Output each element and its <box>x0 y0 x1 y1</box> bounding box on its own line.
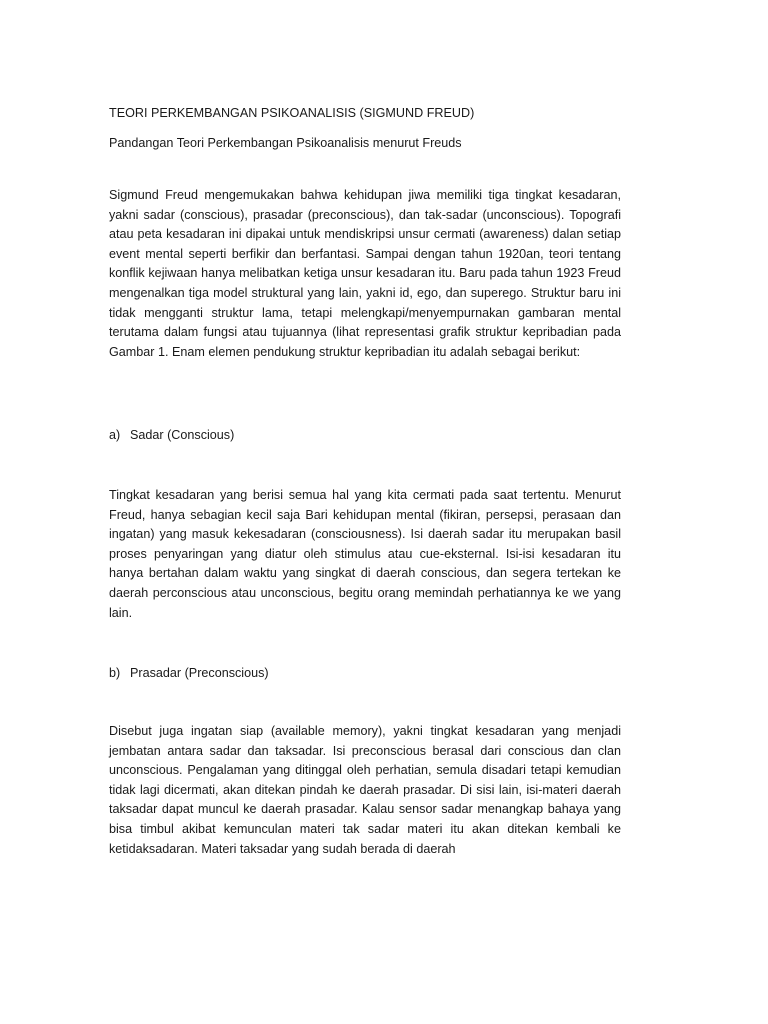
section-heading-prasadar <box>109 664 269 682</box>
intro-paragraph: Sigmund Freud mengemukakan bahwa kehidupan jiwa memiliki tiga tingkat kesadaran, yakni sadar (conscious), prasadar (preconscious), dan tak-sadar (unconscious). Topografi atau peta kesadaran ini dipakai untuk mendiskripsi unsur cermati (awareness) dalan setiap event mental seperti berfikir dan berfantasi. Sampai dengan tahun 1920an, teori tentang konflik kejiwaan hanya melibatkan ketiga unsur kesadaran itu. Baru pada tahun 1923 Freud mengenalkan tiga model struktural yang lain, yakni id, ego, dan superego. Struktur baru ini tidak mengganti struktur lama, tetapi melengkapi/menyempurnakan gambaran mental terutama dalam fungsi atau tujuannya (lihat representasi grafik struktur kepribadian pada Gambar 1. Enam elemen pendukung struktur kepribadian itu adalah sebagai berikut: <box>109 188 621 359</box>
section-marker: b) <box>109 666 121 680</box>
document-subtitle: Pandangan Teori Perkembangan Psikoanalisis menurut Freuds <box>109 136 462 150</box>
section-heading-sadar <box>109 426 234 444</box>
section-body-prasadar: Disebut juga ingatan siap (available memory), yakni tingkat kesadaran yang menjadi jembatan antara sadar dan taksadar. Isi preconscious berasal dari conscious dan clan unconscious. Pengalaman yang ditinggal oleh perhatian, semula disadari tetapi kemudian tidak lagi dicermati, akan ditekan pindah ke daerah prasadar. Di sisi lain, isi-materi daerah taksadar dapat muncul ke daerah prasadar. Kalau sensor sadar menangkap bahaya yang bisa timbul akibat kemunculan materi tak sadar materi itu akan ditekan kembali ke ketidaksadaran. Materi taksadar yang sudah berada di daerah <box>109 724 621 856</box>
section-marker: a) <box>109 428 121 442</box>
document-title: TEORI PERKEMBANGAN PSIKOANALISIS (SIGMUND FREUD) <box>109 106 475 120</box>
section-heading-label: Prasadar (Preconscious) <box>130 666 269 680</box>
section-heading-label: Sadar (Conscious) <box>130 428 235 442</box>
section-body-sadar: Tingkat kesadaran yang berisi semua hal yang kita cermati pada saat tertentu. Menurut Freud, hanya sebagian kecil saja Bari kehidupan mental (fikiran, persepsi, perasaan dan ingatan) yang masuk kekesadaran (consciousness). Isi daerah sadar itu merupakan basil proses penyaringan yang diatur oleh stimulus atau cue-eksternal. Isi-isi kesadaran itu hanya bertahan dalam waktu yang singkat di daerah conscious, dan segera tertekan ke daerah perconscious atau unconscious, begitu orang memindah perhatiannya ke we yang lain. <box>109 488 621 620</box>
